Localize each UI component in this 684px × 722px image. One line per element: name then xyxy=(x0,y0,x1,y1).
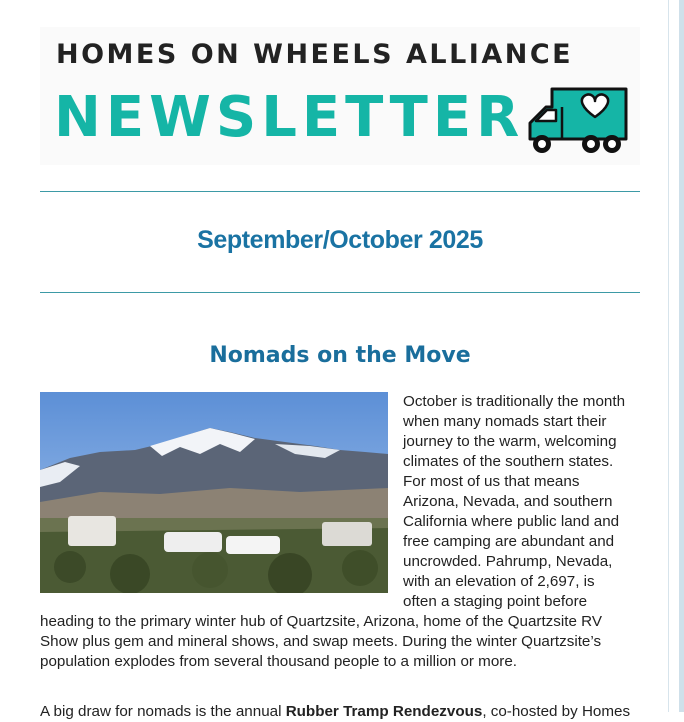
article-text-line: often a staging point before xyxy=(403,593,588,610)
article-text-line: Show plus gem and mineral shows, and swap meets. During the winter Quartzsite’s xyxy=(40,633,602,650)
article-text-line: heading to the primary winter hub of Quartzsite, Arizona, home of the Quartzsite RV xyxy=(40,613,602,630)
issue-date: September/October 2025 xyxy=(197,226,483,254)
article-text-line: when many nomads start their xyxy=(403,413,607,430)
article-text-line: climates of the southern states. xyxy=(403,453,614,470)
next-paragraph-start: A big draw for nomads is the annual xyxy=(40,703,286,720)
article-text-line: uncrowded. Pahrump, Nevada, xyxy=(403,553,613,570)
org-name: HOMES ON WHEELS ALLIANCE xyxy=(56,39,574,70)
article-text-line: California where public land and xyxy=(403,513,620,530)
top-divider xyxy=(40,191,640,192)
window-edge xyxy=(679,0,684,712)
article-text-line: with an elevation of 2,697, is xyxy=(403,573,595,590)
bottom-divider xyxy=(40,292,640,293)
article-text-line: October is traditionally the month xyxy=(403,393,626,410)
newsletter-title: NEWSLETTER xyxy=(54,85,525,150)
article-title: Nomads on the Move xyxy=(209,343,471,368)
article-text-line: free camping are abundant and xyxy=(403,533,615,550)
article-text-line: population explodes from several thousand people to a million or more. xyxy=(40,653,517,670)
event-name: Rubber Tramp Rendezvous xyxy=(285,703,483,720)
article-text-line: Arizona, Nevada, and southern xyxy=(403,493,613,510)
page-edge-line xyxy=(668,0,669,712)
next-paragraph xyxy=(40,702,630,722)
next-paragraph-end: , co-hosted by Homes xyxy=(482,703,631,720)
article-text-line: For most of us that means xyxy=(403,473,580,490)
rv-heart-icon xyxy=(526,83,628,158)
masthead xyxy=(40,27,640,165)
article-photo xyxy=(40,392,388,593)
article-text-line: journey to the warm, welcoming xyxy=(403,433,617,450)
